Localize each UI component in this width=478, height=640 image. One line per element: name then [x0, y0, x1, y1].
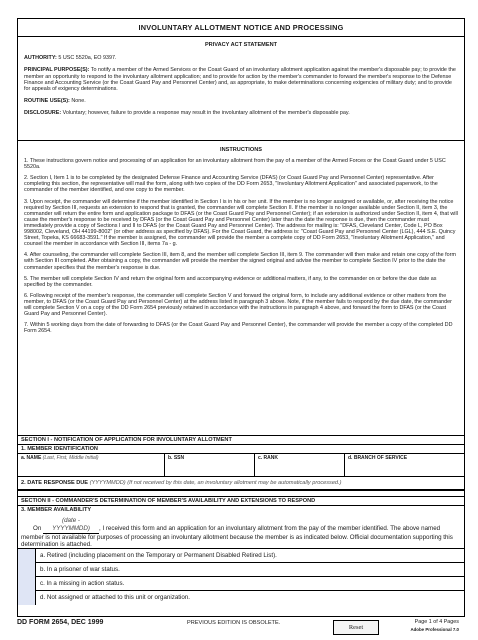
prisoner-of-war-checkbox[interactable]: [18, 563, 36, 577]
option-label: c. In a missing in action status.: [40, 580, 125, 587]
authority-label: AUTHORITY:: [24, 55, 57, 62]
routine-text: None.: [69, 98, 86, 105]
option-not-assigned: [18, 590, 464, 604]
form-page: [17, 18, 465, 617]
reset-button[interactable]: Reset: [333, 620, 379, 635]
software-version: Adobe Professional 7.0: [410, 627, 459, 632]
option-prisoner-of-war: [18, 562, 464, 576]
not-assigned-checkbox[interactable]: [18, 591, 36, 605]
instruction-paragraph: 4. After counseling, the commander will complete Section III, item 8, and the member will complete Section III, item 9. The commander will then make and retain one copy of the form with Section III completed. After obtaining a copy, the commander will provide the member the signed original and advise the member to complete Section IV prior to the date the commander specifies that the member's response is due.: [24, 252, 456, 271]
form-number: DD FORM 2654, DEC 1999: [17, 619, 104, 626]
authority-text: 5 USC 5520a, EO 9397.: [56, 55, 117, 62]
date-response-due-field[interactable]: [18, 477, 464, 491]
ssn-label: b. SSN: [168, 455, 185, 461]
disclosure-paragraph: [24, 110, 458, 116]
form-footer: [17, 618, 465, 638]
missing-in-action-checkbox[interactable]: [18, 577, 36, 591]
section-2-title: SECTION II - COMMANDER'S DETERMINATION OF MEMBER'S AVAILABILITY AND EXTENSIONS TO RESPOND: [18, 497, 464, 506]
option-missing-in-action: [18, 576, 464, 590]
received-date-field[interactable]: (date - YYYYMMDD): [43, 517, 99, 534]
disclosure-text: Voluntary; however, failure to provide a response may result in the involuntary allotment of the member's disposable pay.: [61, 110, 350, 117]
instructions-header: INSTRUCTIONS: [220, 147, 262, 153]
authority-paragraph: [24, 55, 458, 61]
name-label: a. NAME: [21, 455, 42, 461]
on-label: On: [33, 524, 42, 532]
availability-statement: [18, 515, 464, 548]
branch-of-service-field[interactable]: [345, 454, 464, 476]
instruction-paragraph: 7. Within 5 working days from the date of forwarding to DFAS (or the Coast Guard Pay and Personnel Center), the commander will provide the member a copy of the completed DD Form 2654.: [24, 322, 453, 335]
routine-label: ROUTINE USE(S):: [24, 98, 70, 105]
purpose-text: To notify a member of the Armed Services or the Coast Guard of an involuntary allotment application against the member's disposable pay; to provide the member an opportunity to respond to the involuntary allotment application; and to provide for action by the member's commander to forward the member's response to the Defense Finance and Accounting Service (or the Coast Guard Pay and Personnel Center) and, as appropriate, to make determinations concerning exigencies of military duty; and to provide for appeals of exigency determinations.: [24, 67, 456, 93]
instructions-section: [18, 141, 464, 436]
form-title: INVOLUNTARY ALLOTMENT NOTICE AND PROCESSING: [18, 19, 464, 37]
option-retired: [18, 548, 464, 562]
instruction-paragraph: 3. Upon receipt, the commander will determine if the member identified in Section I is in his or her unit. If the member is no longer assigned or available, or, after receiving the notice required by Section III, requests an extension to respond that is granted, the commander will complete Section II. If the member is no longer available under Section II, item 3, the commander will return the entire form and application package to DFAS (or the Coast Guard Pay and Personnel Center); if an extension is authorized under Section II, item 4, that will cause the member's response to be received by DFAS (or the Coast Guard Pay and Personnel Center) later than the date the response is due, then the commander must immediately provide a copy of Sections I and II to DFAS (or the Coast Guard Pay and Personnel Center). The address for mailing is: "DFAS, Cleveland Center, Code L, PO Box 998002, Cleveland, OH 44199-8002" (or other address as specified by DFAS). For the Coast Guard, the address is: "Coast Guard Pay and Personnel Center (LGL), 444 S.E. Quincy Street, Topeka, KS 66683-3591." If the member is assigned, the commander will provide the member a complete copy of DD Form 2653, "Involuntary Allotment Application," and counsel the member in accordance with Section III, items 7a - g.: [24, 198, 458, 248]
availability-text: , I received this form and an application for an involuntary allotment from the pay of the member identified. The above named member is not available for purposes of processing an involuntary allotment because the member is as indicated below. Official documentation supporting this determination is attached.: [21, 524, 453, 549]
instruction-paragraph: 6. Following receipt of the member's response, the commander will complete Section V and forward the original form, to include any additional evidence or other matters from the member, to DFAS (or the Coast Guard Pay and Personnel Center) at the address listed in paragraph 3 above. Note, if the member fails to respond by the due date, the commander will complete Section V on a copy of the DD Form 2654 previously retained in accordance with the instructions in paragraph 4 above, and forward the form to DFAS (or the Coast Guard Pay and Personnel Center).: [24, 292, 452, 318]
due-hint: (If not received by this date, an involuntary allotment may be automatically processed.): [127, 480, 342, 486]
option-label: a. Retired (including placement on the Temporary or Permanent Disabled Retired List).: [40, 552, 277, 559]
ssn-field[interactable]: [165, 454, 255, 476]
instruction-paragraph: 5. The member will complete Section IV and return the original form and accompanying evidence or additional matters, if any, to the commander on or before the due date as specified by the commander.: [24, 275, 437, 288]
rank-label: c. RANK: [258, 455, 279, 461]
disclosure-label: DISCLOSURE:: [24, 110, 62, 117]
due-format-hint: (YYYYMMDD): [89, 480, 126, 486]
section-1-title: SECTION I - NOTIFICATION OF APPLICATION FOR INVOLUNTARY ALLOTMENT: [18, 436, 464, 445]
member-identification-row: [18, 454, 464, 477]
name-field[interactable]: [18, 454, 165, 476]
instruction-paragraph: 1. These instructions govern notice and processing of an application for an involuntary allotment from the pay of a member of the Armed Forces or the Coast Guard under 5 USC 5520a.: [24, 158, 446, 171]
purpose-paragraph: [24, 67, 458, 92]
page-number: Page 1 of 4 Pages: [414, 619, 459, 625]
option-label: b. In a prisoner of war status.: [40, 566, 120, 573]
routine-use-paragraph: [24, 98, 458, 104]
member-identification-heading: 1. MEMBER IDENTIFICATION: [18, 445, 464, 454]
member-availability-heading: 3. MEMBER AVAILABILITY: [21, 507, 92, 513]
purpose-label: PRINCIPAL PURPOSE(S):: [24, 67, 90, 74]
retired-checkbox[interactable]: [18, 549, 36, 563]
option-label: d. Not assigned or attached to this unit or organization.: [40, 594, 190, 601]
due-label: 2. DATE RESPONSE DUE: [21, 480, 89, 486]
previous-edition-note: PREVIOUS EDITION IS OBSOLETE.: [187, 620, 281, 626]
name-hint: (Last, First, Middle Initial): [42, 455, 99, 461]
rank-field[interactable]: [255, 454, 345, 476]
branch-label: d. BRANCH OF SERVICE: [348, 455, 408, 461]
instruction-paragraph: 2. Section I, Item 1 is to be completed by the designated Defense Finance and Accounting Service (DFAS) (or Coast Guard Pay and Personnel Center) representative. After completing this section, the representative will mail the form, along with two copies of the DD Form 2653, "Involuntary Allotment Application" and associated paperwork, to the commander of the member identified, and one copy to the member.: [24, 175, 438, 194]
privacy-header: PRIVACY ACT STATEMENT: [204, 42, 278, 48]
privacy-act-statement: [18, 37, 464, 141]
